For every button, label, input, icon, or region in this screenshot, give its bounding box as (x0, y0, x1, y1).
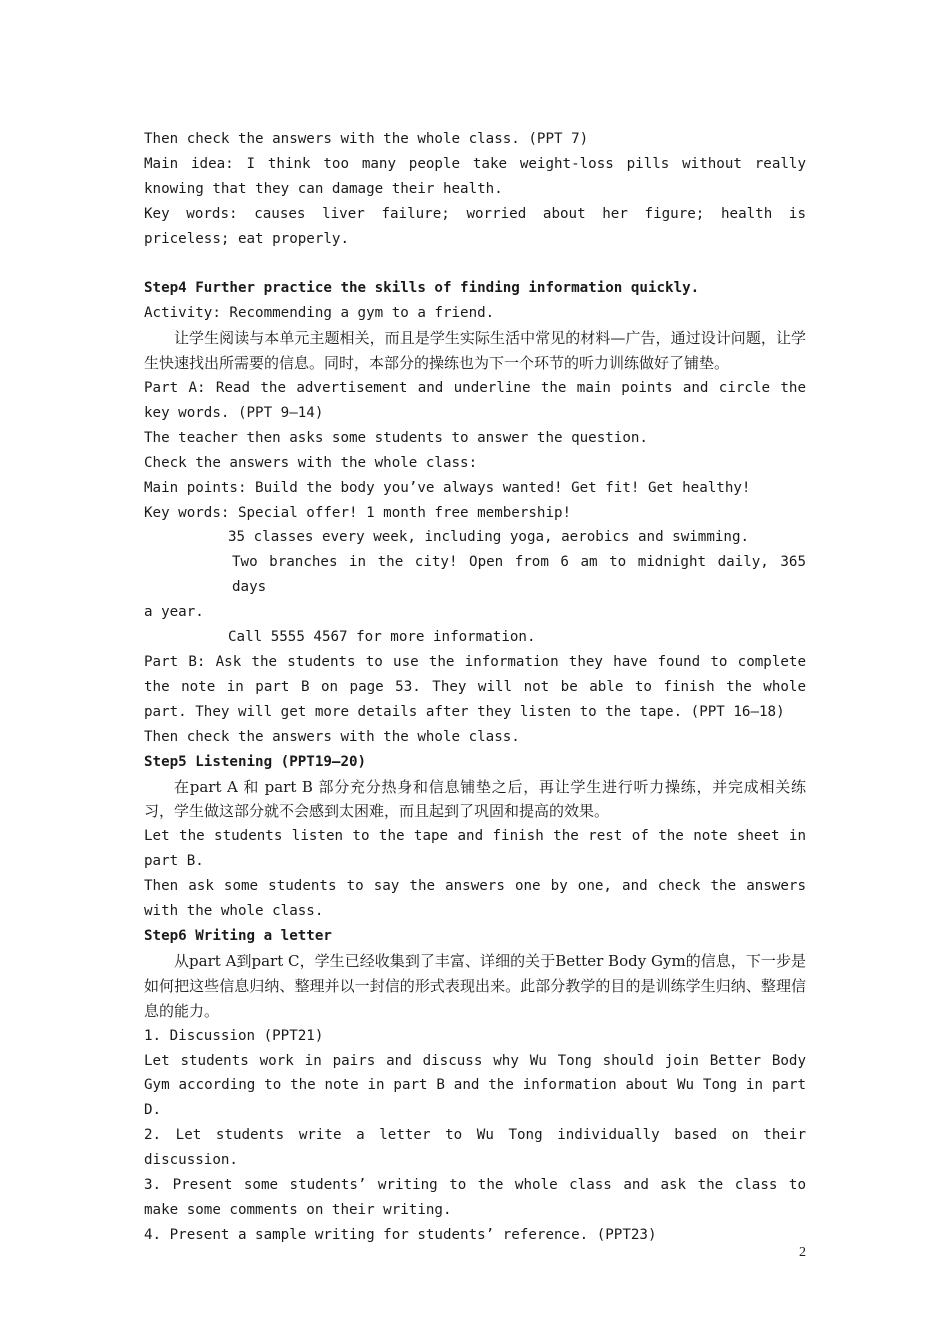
part-a: Part A: Read the advertisement and underline the main points and circle the key words. (PPT 9—14) (144, 380, 806, 421)
sample-writing-item: 4. Present a sample writing for students’ reference. (PPT23) (144, 1226, 657, 1243)
spacer (144, 252, 806, 277)
text-line: Then check the answers with the whole class. (PPT 7) (144, 131, 589, 147)
teacher-asks: The teacher then asks some students to answer the question. (144, 429, 648, 446)
step4-heading: Step4 Further practice the skills of finding information quickly. (144, 280, 700, 297)
step5-chinese-paragraph: 在part A 和 part B 部分充分热身和信息铺垫之后，再让学生进行听力操练，并完成相关练习，学生做这部分就不会感到太困难，而且起到了巩固和提高的效果。 (144, 777, 806, 821)
page-content (144, 127, 806, 1248)
key-word-branches: Two branches in the city! Open from 6 am to midnight daily, 365 days (232, 554, 806, 596)
present-writing-item: 3. Present some students’ writing to the whole class and ask the class to make some comments on their writing. (144, 1177, 806, 1218)
discussion-item: 1. Discussion (PPT21) (144, 1027, 324, 1044)
key-words-offer: Key words: Special offer! 1 month free membership! (144, 504, 572, 521)
key-words: Key words: causes liver failure; worried about her figure; health is priceless; eat properly. (144, 205, 806, 247)
write-letter-item: 2. Let students write a letter to Wu Tong individually based on their discussion. (144, 1127, 806, 1169)
step4-activity: Activity: Recommending a gym to a friend. (144, 305, 495, 322)
step4-chinese-paragraph: 让学生阅读与本单元主题相关，而且是学生实际生活中常见的材料—广告，通过设计问题，让学生快速找出所需要的信息。同时，本部分的操练也为下一个环节的听力训练做好了铺垫。 (144, 329, 806, 373)
part-b: Part B: Ask the students to use the information they have found to complete the note in part B on page 53. They will not be able to finish the whole part. They will get more details after they listen to the tape. (PPT 16—18) (144, 654, 806, 720)
step5-ask: Then ask some students to say the answers one by one, and check the answers with the whole class. (144, 878, 806, 920)
key-word-call: Call 5555 4567 for more information. (228, 629, 536, 646)
discussion-text: Let students work in pairs and discuss why Wu Tong should join Better Body Gym according to the note in part B and the information about Wu Tong in part D. (144, 1052, 806, 1119)
step5-listen: Let the students listen to the tape and finish the rest of the note sheet in part B. (144, 828, 806, 870)
step6-chinese-paragraph: 从part A到part C，学生已经收集到了丰富、详细的关于Better Body Gym的信息，下一步是如何把这些信息归纳、整理并以一封信的形式表现出来。此部分教学的目的是训练学生归纳、整理信息的能力。 (144, 951, 806, 1020)
check-whole-class: Check the answers with the whole class: (144, 454, 478, 471)
page-number: 2 (799, 1245, 806, 1260)
step5-heading: Step5 Listening (PPT19—20) (144, 753, 367, 770)
key-word-classes: 35 classes every week, including yoga, aerobics and swimming. (228, 529, 750, 546)
key-word-branches-cont: a year. (144, 604, 204, 621)
main-idea: Main idea: I think too many people take weight-loss pills without really knowing that they can damage their health. (144, 155, 806, 197)
step6-heading: Step6 Writing a letter (144, 927, 332, 944)
main-points: Main points: Build the body you’ve always wanted! Get fit! Get healthy! (144, 479, 751, 496)
then-check: Then check the answers with the whole class. (144, 728, 520, 745)
